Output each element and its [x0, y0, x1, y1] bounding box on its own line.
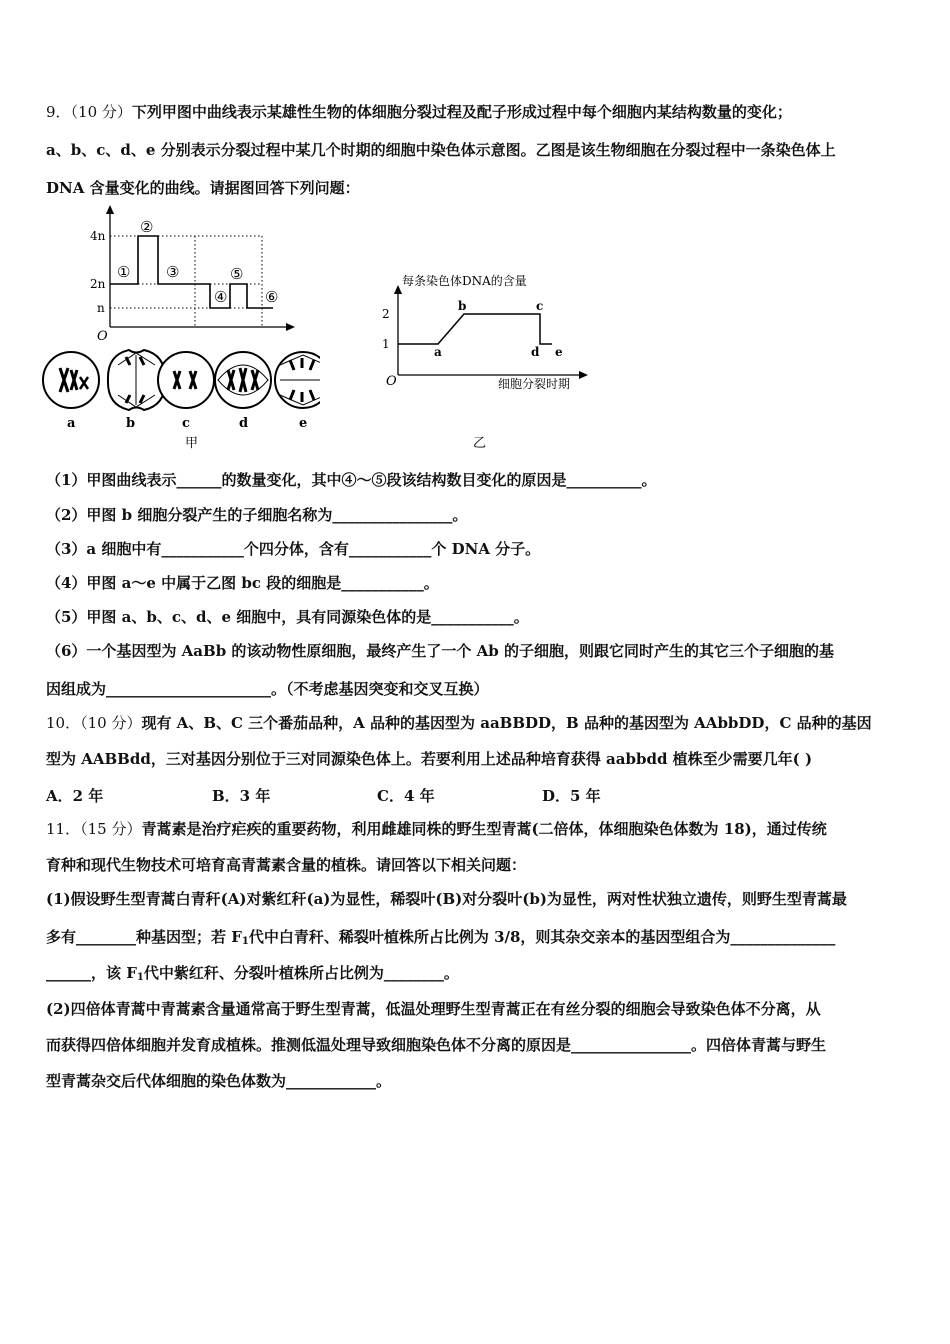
- yi-ytick-1: 1: [382, 337, 390, 351]
- q10-option-a: A．2 年: [46, 787, 104, 805]
- jia-seg-4: ④: [214, 288, 228, 306]
- q11-p1-line2-pre: 多有________种基因型；若 F: [46, 928, 242, 946]
- yi-xlabel: 细胞分裂时期: [498, 377, 571, 391]
- q11-p1-line2-post: 代中白青秆、稀裂叶植株所占比例为 3/8，则其杂交亲本的基因型组合为______________: [248, 928, 836, 946]
- q11-p2-line2: 而获得四倍体细胞并发育成植株。推测低温处理导致细胞染色体不分离的原因是________________。四倍体青蒿与野生: [46, 1036, 827, 1054]
- jia-ytick-2n: 2n: [90, 277, 106, 291]
- q9-sub6-line1: （6）一个基因型为 AaBb 的该动物性原细胞，最终产生了一个 Ab 的子细胞，则跟它同时产生的其它三个子细胞的基: [46, 642, 834, 660]
- figure-yi: [378, 265, 598, 455]
- jia-ytick-n: n: [97, 301, 105, 315]
- cell-b: [108, 350, 165, 410]
- q11-points: （15 分）: [80, 820, 142, 838]
- yi-point-e: e: [555, 345, 563, 359]
- q11-text1: 青蒿素是治疗疟疾的重要药物，利用雌雄同株的野生型青蒿(二倍体，体细胞染色体数为 18)，通过传统: [141, 820, 827, 838]
- q10-line1: [46, 713, 872, 733]
- jia-origin: O: [97, 329, 108, 344]
- q11-f1-subscript-2: 1: [136, 972, 144, 983]
- cell-label-d: d: [239, 416, 249, 431]
- q11-p1-line2: [46, 927, 835, 952]
- q9-sub4: （4）甲图 a～e 中属于乙图 bc 段的细胞是___________。: [46, 574, 439, 592]
- yi-ylabel: 每条染色体DNA的含量: [402, 274, 527, 288]
- q10-line2: 型为 AABBdd，三对基因分别位于三对同源染色体上。若要利用上述品种培育获得 aabbdd 植株至少需要几年( ): [46, 750, 813, 768]
- q11-p2-line1: (2)四倍体青蒿中青蒿素含量通常高于野生型青蒿，低温处理野生型青蒿正在有丝分裂的细胞会导致染色体不分离，从: [46, 1000, 821, 1018]
- q10-points: （10 分）: [80, 714, 142, 732]
- q11-number: 11．: [46, 820, 81, 838]
- jia-seg-3: ③: [166, 263, 180, 281]
- yi-point-a: a: [434, 345, 442, 359]
- q9-sub6-line2: 因组成为______________________。（不考虑基因突变和交叉互换）: [46, 680, 489, 698]
- yi-point-c: c: [536, 299, 544, 313]
- cell-a: [43, 352, 99, 408]
- q11-p1-line3-post: 代中紫红秆、分裂叶植株所占比例为________。: [143, 964, 459, 982]
- yi-curve: [398, 314, 552, 344]
- q11-p1-line3-pre: ______，该 F: [46, 964, 137, 982]
- q9-sub1: （1）甲图曲线表示______的数量变化，其中④～⑤段该结构数目变化的原因是__________。: [46, 471, 657, 489]
- q11-p2-line3: 型青蒿杂交后代体细胞的染色体数为____________。: [46, 1072, 392, 1090]
- jia-curve: [110, 236, 273, 308]
- q10-option-c: C．4 年: [377, 787, 435, 805]
- q9-sub5: （5）甲图 a、b、c、d、e 细胞中，具有同源染色体的是___________。: [46, 608, 529, 626]
- q11-line1: [46, 819, 827, 839]
- yi-point-b: b: [458, 299, 467, 313]
- q10-option-d: D．5 年: [542, 787, 601, 805]
- q10-option-b: B．3 年: [212, 787, 271, 805]
- jia-seg-2: ②: [140, 218, 154, 236]
- q9-intro-line1: [46, 102, 792, 122]
- q10-text1: 现有 A、B、C 三个番茄品种，A 品种的基因型为 aaBBDD，B 品种的基因型为 AAbbDD，C 品种的基因: [141, 714, 872, 732]
- yi-point-d: d: [531, 345, 540, 359]
- cell-e: [275, 352, 320, 408]
- jia-ytick-4n: 4n: [90, 229, 106, 243]
- q11-line2: 育种和现代生物技术可培育高青蒿素含量的植株。请回答以下相关问题：: [46, 856, 527, 874]
- yi-ytick-2: 2: [382, 307, 390, 321]
- cell-label-b: b: [126, 416, 136, 431]
- q11-p1-line1: (1)假设野生型青蒿白青秆(A)对紫红秆(a)为显性，稀裂叶(B)对分裂叶(b)为显性，两对性状独立遗传，则野生型青蒿最: [46, 890, 847, 908]
- cell-d: [215, 352, 271, 408]
- jia-seg-6: ⑥: [265, 288, 279, 306]
- q11-f1-subscript: 1: [241, 936, 249, 947]
- figure-jia-caption: 甲: [185, 436, 199, 451]
- cell-label-e: e: [299, 416, 308, 431]
- q9-points: （10 分）: [70, 103, 132, 121]
- yi-origin: O: [386, 374, 397, 389]
- jia-seg-5: ⑤: [230, 265, 244, 283]
- q9-intro-line3: DNA 含量变化的曲线。请据图回答下列问题：: [46, 179, 360, 197]
- cell-label-a: a: [67, 416, 76, 431]
- q10-number: 10．: [46, 714, 81, 732]
- q9-sub3: （3）a 细胞中有___________个四分体，含有___________个 DNA 分子。: [46, 540, 541, 558]
- q9-sub2: （2）甲图 b 细胞分裂产生的子细胞名称为________________。: [46, 506, 468, 524]
- q9-number: 9．: [46, 103, 71, 121]
- q9-intro-line2: a、b、c、d、e 分别表示分裂过程中某几个时期的细胞中染色体示意图。乙图是该生物细胞在分裂过程中一条染色体上: [46, 141, 836, 159]
- cell-label-c: c: [182, 416, 190, 431]
- q11-p1-line3: [46, 963, 459, 988]
- figure-yi-caption: 乙: [473, 436, 487, 451]
- cell-c: [158, 352, 214, 408]
- q9-intro-text: 下列甲图中曲线表示某雄性生物的体细胞分裂过程及配子形成过程中每个细胞内某结构数量的变化；: [131, 103, 792, 121]
- jia-seg-1: ①: [117, 263, 131, 281]
- figure-jia: [40, 205, 320, 455]
